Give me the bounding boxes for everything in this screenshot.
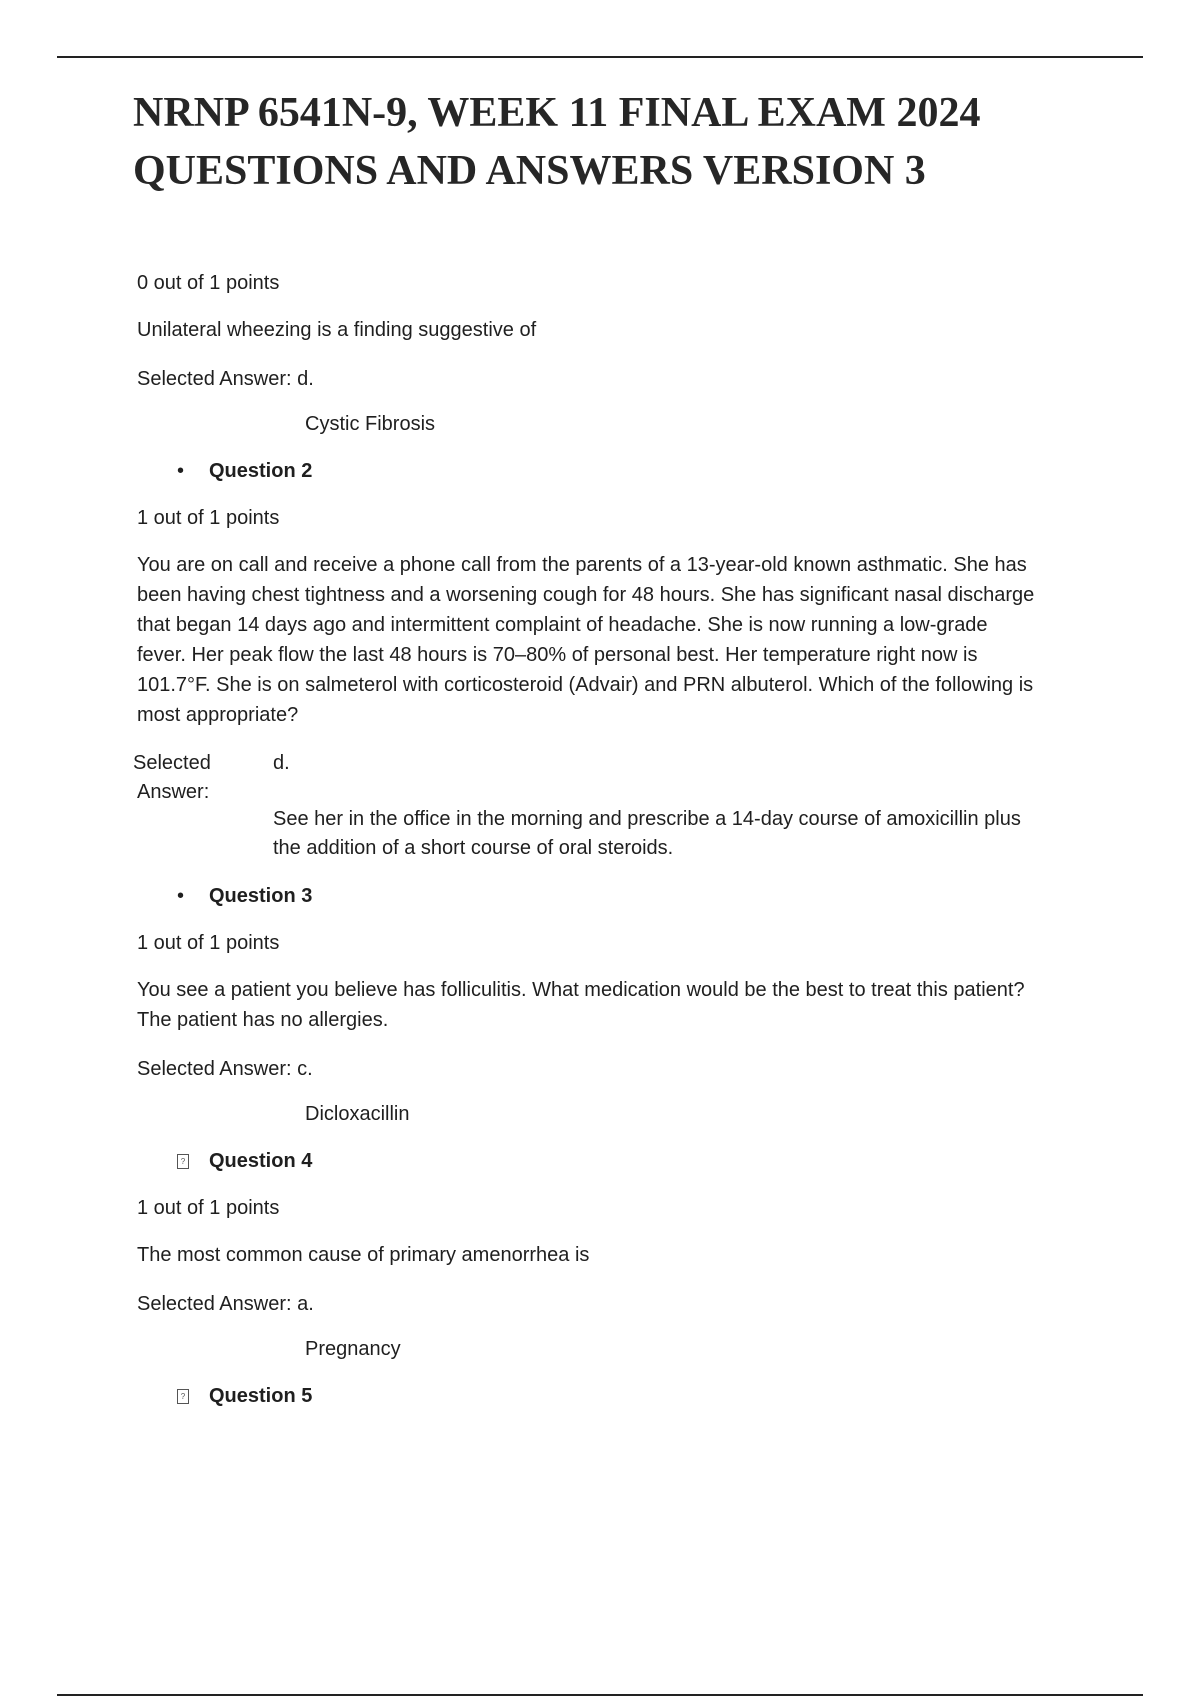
q3-points: 1 out of 1 points [137,932,280,954]
bullet-icon: • [177,885,185,907]
q2-answer: See her in the office in the morning and prescribe a 14-day course of amoxicillin plus the addition of a short course of oral steroids. [273,808,1021,859]
missing-glyph-icon: ? [177,1154,209,1169]
q2-selected-label [133,749,273,863]
q3-selected-label: Selected Answer: c. [137,1058,313,1080]
q2-selected-answer [133,749,1037,863]
q3-text: You see a patient you believe has folliculitis. What medication would be the best to treat this patient? The patient has no allergies. [137,979,1025,1031]
q1-text: Unilateral wheezing is a finding suggestive of [137,319,537,341]
q4-heading-label: Question 4 [209,1150,313,1172]
q2-points: 1 out of 1 points [137,507,280,529]
document-title: NRNP 6541N-9, WEEK 11 FINAL EXAM 2024 QUESTIONS AND ANSWERS VERSION 3 [133,90,981,194]
q2-heading [177,456,1037,486]
q4-points: 1 out of 1 points [137,1197,280,1219]
q4-heading [177,1146,1037,1176]
q3-heading-label: Question 3 [209,885,313,907]
q5-heading-label: Question 5 [209,1385,313,1407]
missing-glyph-icon: ? [177,1389,209,1404]
q1-answer: Cystic Fibrosis [305,413,436,435]
q4-text: The most common cause of primary amenorrhea is [137,1244,590,1266]
q4-answer: Pregnancy [305,1338,401,1360]
q5-heading [177,1381,1037,1411]
q2-selected-answer-body [273,749,1033,863]
q1-points: 0 out of 1 points [137,272,280,294]
bullet-icon: • [177,460,185,482]
document-body [133,268,1037,1428]
q4-selected-label: Selected Answer: a. [137,1293,314,1315]
q3-answer: Dicloxacillin [305,1103,410,1125]
bottom-rule [57,1694,1143,1696]
top-rule [57,56,1143,58]
q3-heading [177,881,1037,911]
q2-selected-label-line2: Answer: [137,781,210,803]
q2-text: You are on call and receive a phone call from the parents of a 13-year-old known asthmatic. She has been having chest tightness and a worsening cough for 48 hours. She has significant nasal discharge that began 14 days ago and intermittent complaint of headache. She is now running a low-grade fever. Her peak flow the last 48 hours is 70–80% of personal best. Her temperature right now is 101.7°F. She is on salmeterol with corticosteroid (Advair) and PRN albuterol. Which of the following is most appropriate? [137,554,1035,726]
q2-selected-label-line1: Selected [133,752,211,774]
q1-selected-label: Selected Answer: d. [137,368,314,390]
q2-selected-letter: d. [273,752,290,774]
q2-heading-label: Question 2 [209,460,313,482]
